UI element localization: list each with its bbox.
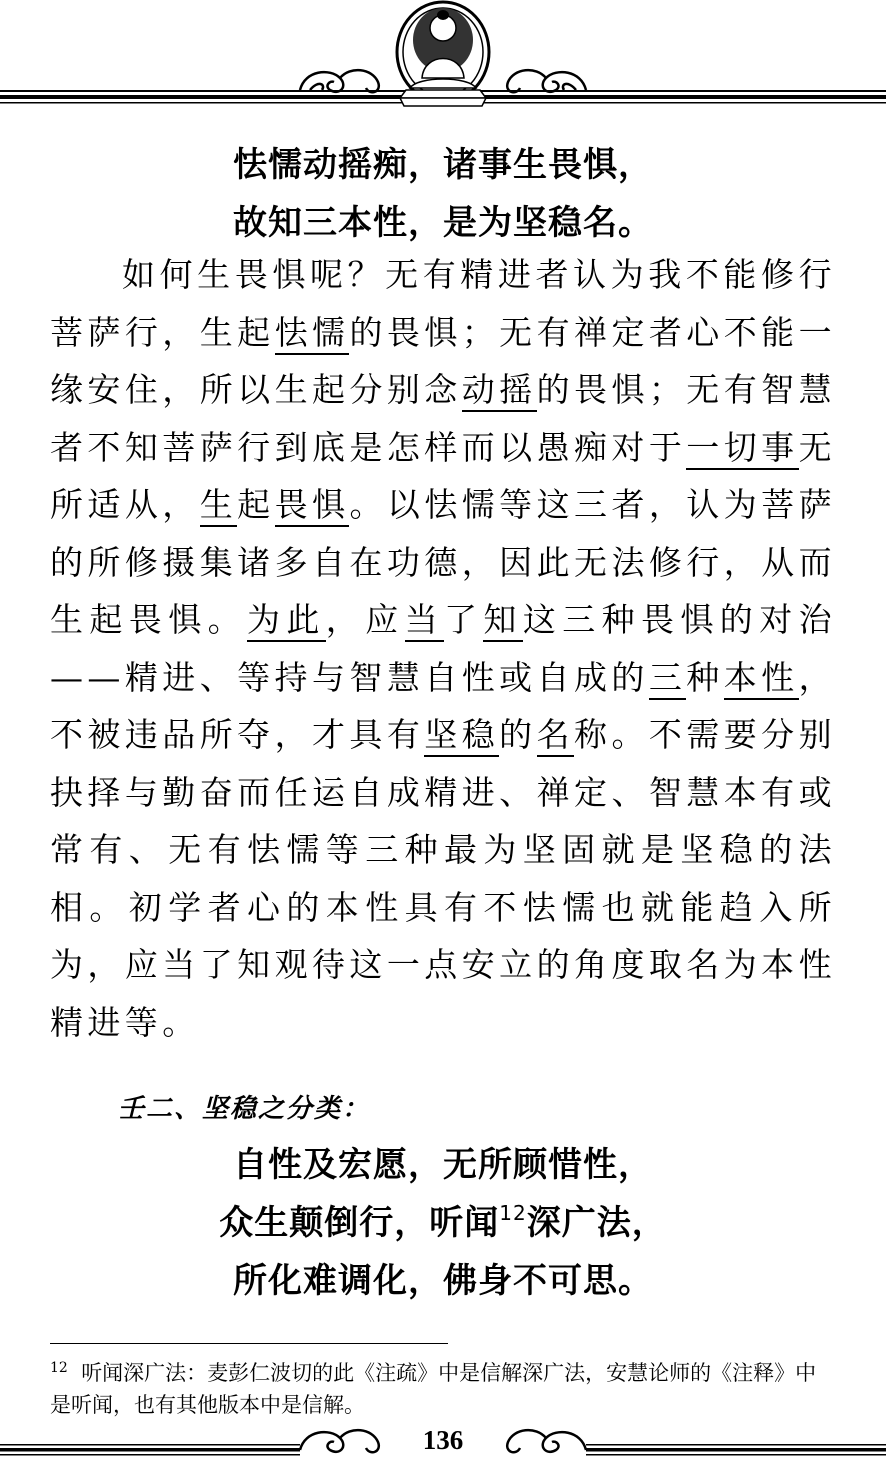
- footnote-text: 听闻深广法：麦彭仁波切的此《注疏》中是信解深广法，安慧论师的《注释》中是听闻，也有其他版本中是信解。: [50, 1361, 817, 1417]
- commentary-paragraph: 如何生畏惧呢？无有精进者认为我不能修行菩萨行，生起怯懦的畏惧；无有禅定者心不能一缘安住，所以生起分别念动摇的畏惧；无有智慧者不知菩萨行到底是怎样而以愚痴对于一切事无所适从，生起畏惧。以怯懦等这三者，认为菩萨的所修摄集诸多自在功德，因此无法修行，从而生起畏惧。为此，应当了知这三种畏惧的对治——精进、等持与智慧自性或自成的三种本性，不被违品所夺，才具有坚稳的名称。不需要分别抉择与勤奋而任运自成精进、禅定、智慧本有或常有、无有怯懦等三种最为坚固就是坚稳的法相。初学者心的本性具有不怯懦也就能趋入所为，应当了知观待这一点安立的角度取名为本性精进等。: [50, 255, 836, 1042]
- footnote-divider: [50, 1343, 448, 1344]
- underlined-term: 知: [483, 600, 522, 642]
- underlined-term: 怯懦: [275, 313, 350, 355]
- underlined-term: 动摇: [462, 370, 537, 412]
- root-verse-1: [0, 136, 886, 252]
- page-number: 136: [422, 1425, 464, 1455]
- underlined-term: 畏惧: [275, 485, 350, 527]
- underlined-term: 为此: [247, 600, 326, 642]
- footnote-ref[interactable]: 12: [499, 1201, 527, 1225]
- underlined-term: 一切事: [686, 428, 798, 470]
- verse-line: 自性及宏愿，无所顾惜性，: [233, 1145, 653, 1185]
- verse-line: 故知三本性，是为坚稳名。: [233, 203, 653, 243]
- underlined-term: 生: [200, 485, 237, 527]
- verse-line: 所化难调化，佛身不可思。: [233, 1261, 653, 1301]
- cloud-scroll-left-icon: [300, 70, 379, 92]
- cloud-scroll-right-icon: [507, 70, 586, 92]
- verse-line: 众生颠倒行，听闻$^{12}$深广法，: [219, 1201, 667, 1243]
- footnote-number: 12: [50, 1360, 68, 1376]
- section-heading: 壬二、坚稳之分类：: [118, 1094, 371, 1124]
- underlined-term: 坚稳: [424, 715, 499, 757]
- buddha-icon: [397, 2, 489, 106]
- commentary-text: [50, 246, 836, 1051]
- verse-line: 怯懦动摇痴，诸事生畏惧，: [233, 145, 653, 185]
- underlined-term: 三: [649, 658, 686, 700]
- underlined-term: 当: [405, 600, 444, 642]
- header-ornament: [0, 0, 886, 112]
- footnote: [50, 1357, 836, 1421]
- underlined-term: 名: [537, 715, 574, 757]
- root-verse-2: [0, 1136, 886, 1310]
- underlined-term: 本性: [724, 658, 799, 700]
